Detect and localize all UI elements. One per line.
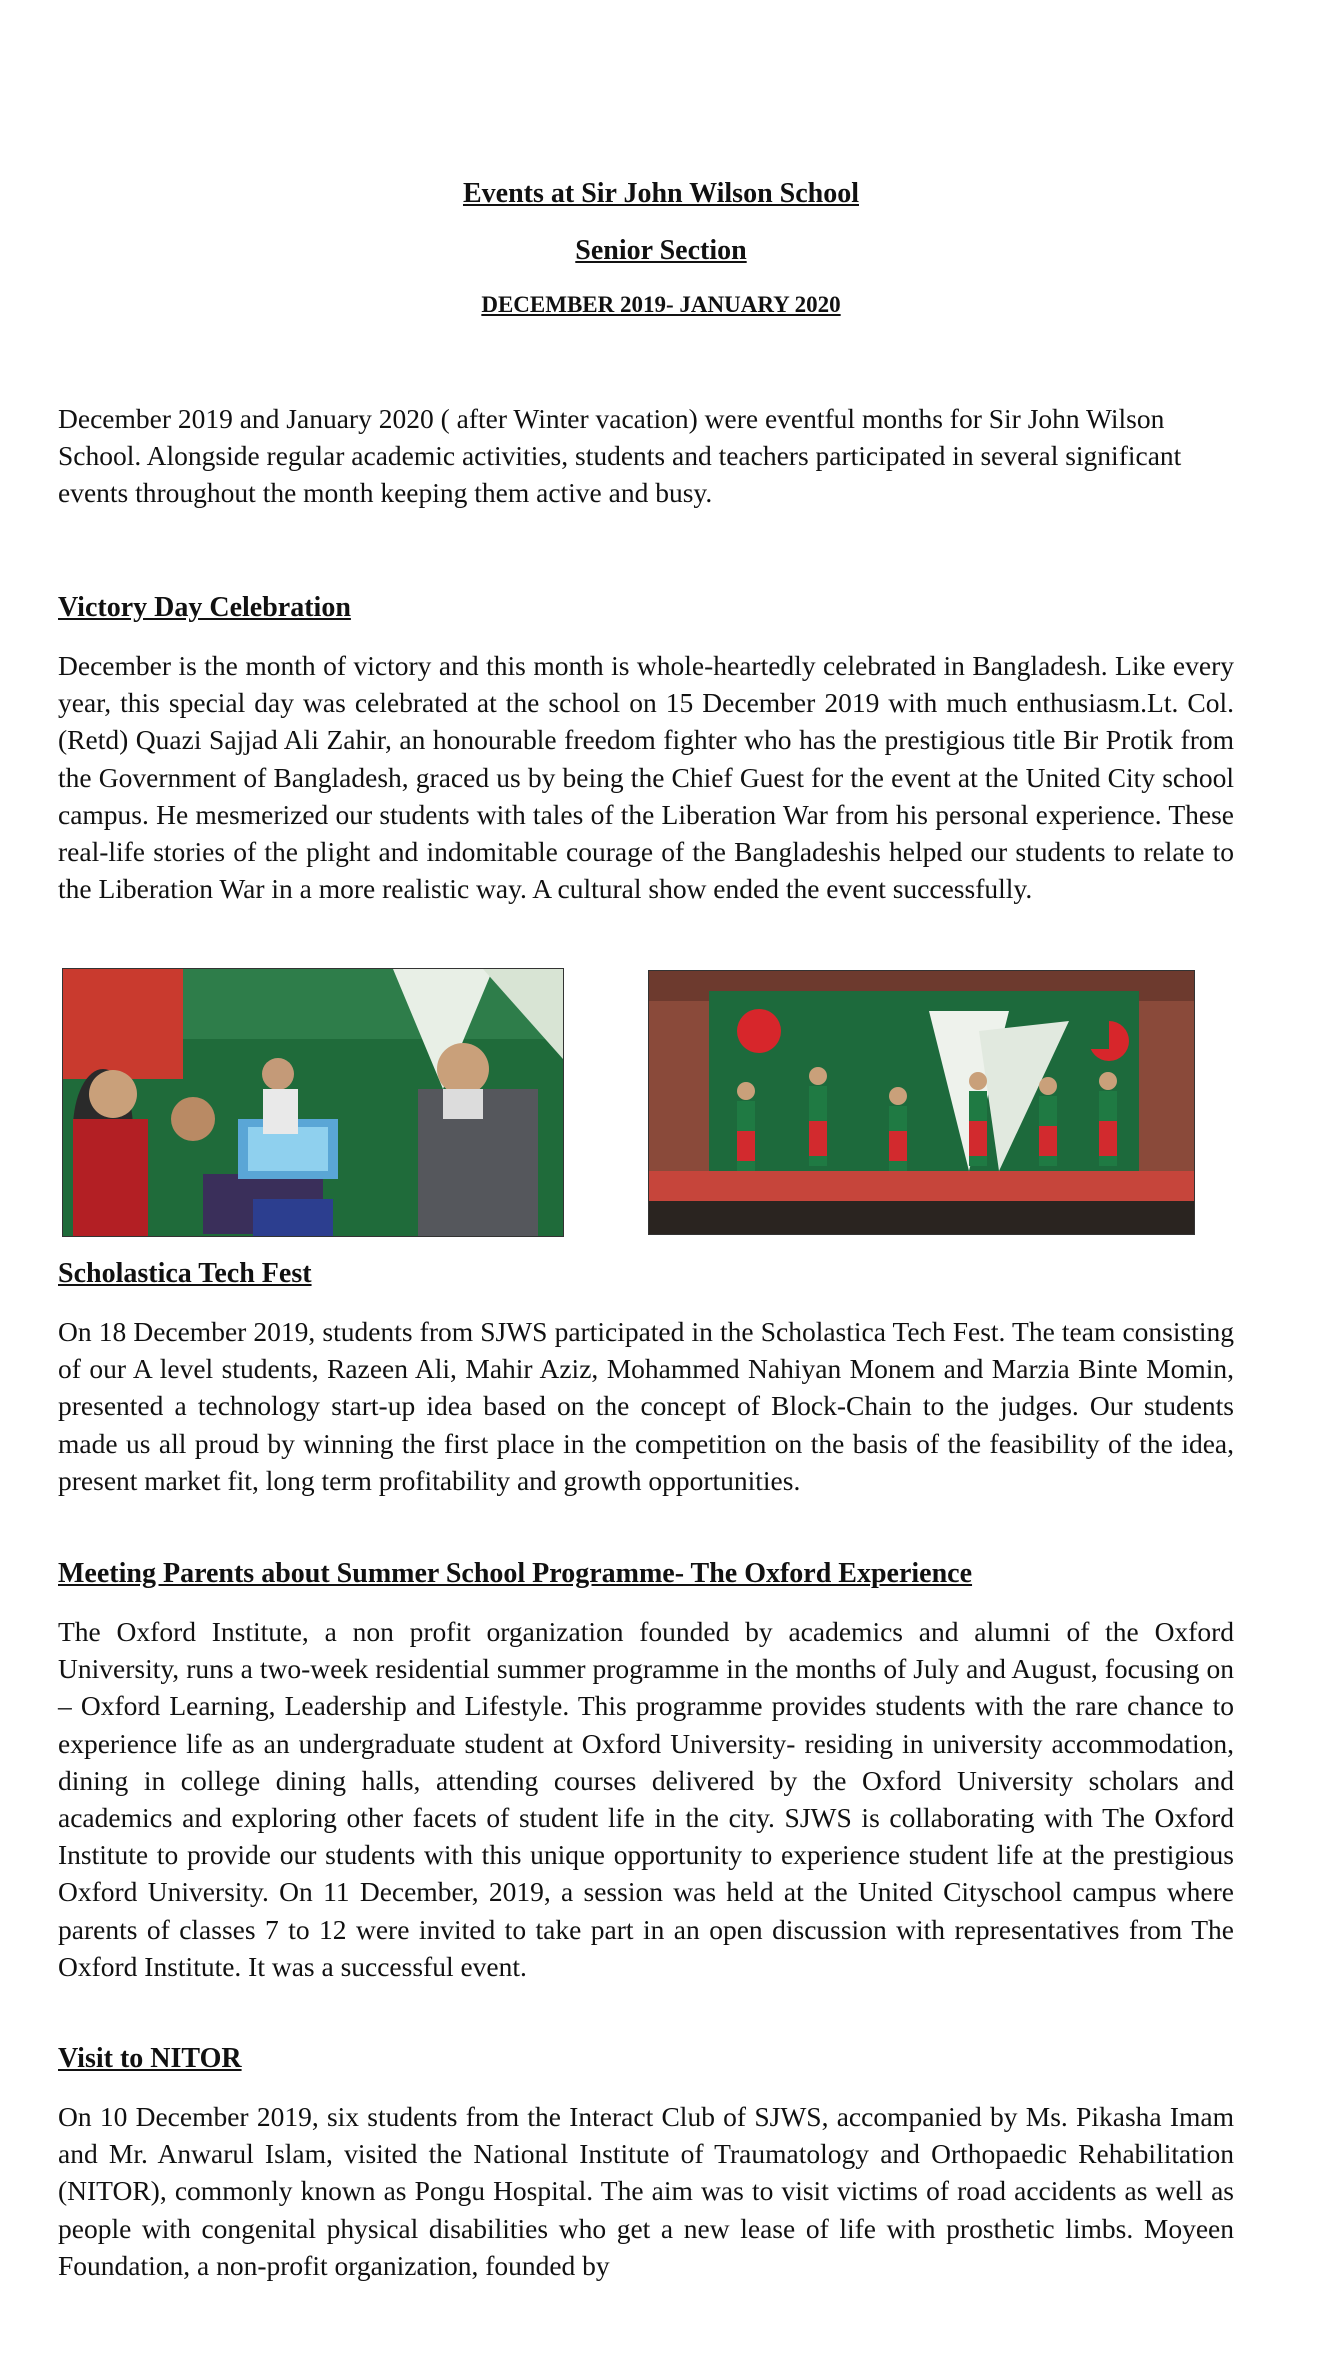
section-body-nitor: On 10 December 2019, six students from the Interact Club of SJWS, accompanied by Ms. Pikasha Imam and Mr. Anwarul Islam, visited the National Institute of Traumatology and Orthopaedic Rehabilitation (NITOR), commonly known as Pongu Hospital. The aim was to visit victims of road accidents as well as people with congenital physical disabilities who get a new lease of life with prosthetic limbs. Moyeen Foundation, a non-profit organization, founded by: [58, 2101, 1234, 2281]
section-body-tech-fest: On 18 December 2019, students from SJWS participated in the Scholastica Tech Fest. The team consisting of our A level students, Razeen Ali, Mahir Aziz, Mohammed Nahiyan Monem and Marzia Binte Momin, presented a technology start-up idea based on the concept of Block-Chain to the judges. Our students made us all proud by winning the first place in the competition on the basis of the feasibility of the idea, present market fit, long term profitability and growth opportunities.: [58, 1316, 1234, 1496]
photo-presentation: [62, 968, 564, 1237]
document-period: DECEMBER 2019- JANUARY 2020: [481, 292, 841, 317]
document-title: Events at Sir John Wilson School: [462, 178, 859, 209]
photo-cultural-dance: [648, 970, 1195, 1235]
photo-presentation-image: [63, 969, 563, 1236]
document-subtitle: Senior Section: [575, 235, 747, 266]
section-heading-oxford-experience: Meeting Parents about Summer School Programme- The Oxford Experience: [58, 1558, 973, 1589]
section-heading-victory-day: Victory Day Celebration: [58, 592, 351, 623]
section-body-oxford-experience: The Oxford Institute, a non profit organization founded by academics and alumni of the Oxford University, runs a two-week residential summer programme in the months of July and August, focusing on – Oxford Learning, Leadership and Lifestyle. This programme provides students with the rare chance to experience life as an undergraduate student at Oxford University- residing in university accommodation, dining in college dining halls, attending courses delivered by the Oxford University scholars and academics and exploring other facets of student life in the city. SJWS is collaborating with The Oxford Institute to provide our students with this unique opportunity to experience student life at the prestigious Oxford University. On 11 December, 2019, a session was held at the United Cityschool campus where parents of classes 7 to 12 were invited to take part in an open discussion with representatives from The Oxford Institute. It was a successful event.: [58, 1616, 1234, 1982]
intro-paragraph: December 2019 and January 2020 ( after Winter vacation) were eventful months for Sir John Wilson School. Alongside regular academic activities, students and teachers participated in several significant events throughout the month keeping them active and busy.: [58, 403, 1182, 509]
section-heading-nitor: Visit to NITOR: [58, 2043, 242, 2074]
photo-cultural-dance-image: [649, 971, 1194, 1234]
section-heading-tech-fest: Scholastica Tech Fest: [58, 1258, 312, 1289]
section-body-victory-day: December is the month of victory and this month is whole-heartedly celebrated in Bangladesh. Like every year, this special day was celebrated at the school on 15 December 2019 with much enthusiasm.Lt. Col. (Retd) Quazi Sajjad Ali Zahir, an honourable freedom fighter who has the prestigious title Bir Protik from the Government of Bangladesh, graced us by being the Chief Guest for the event at the United City school campus. He mesmerized our students with tales of the Liberation War from his personal experience. These real-life stories of the plight and indomitable courage of the Bangladeshis helped our students to relate to the Liberation War in a more realistic way. A cultural show ended the event successfully.: [58, 650, 1234, 905]
